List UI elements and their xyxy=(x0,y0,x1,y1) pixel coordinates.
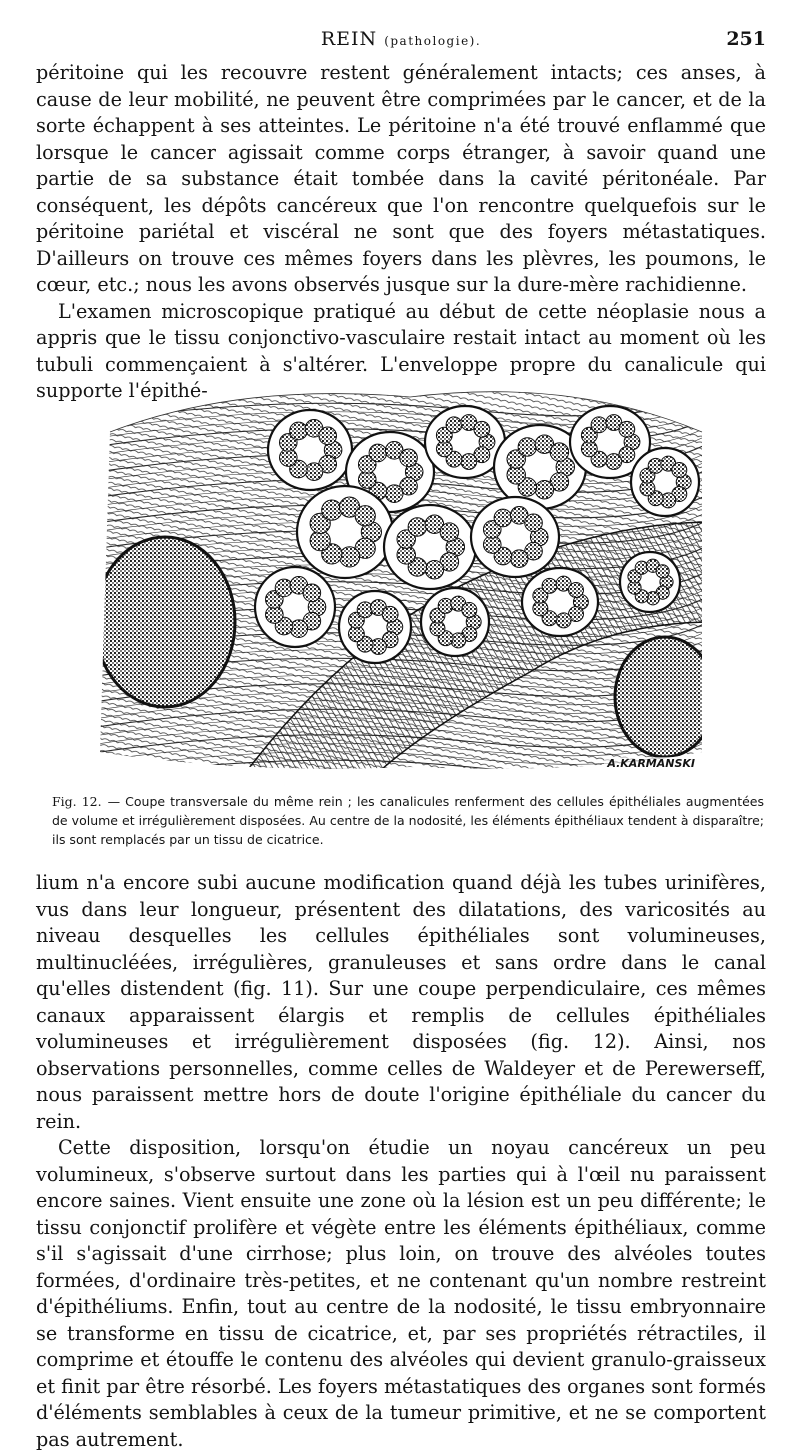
tubule-cross-section xyxy=(384,505,476,589)
engraver-signature: A.KARMANSKI xyxy=(604,757,698,770)
tubule-cross-section xyxy=(522,568,598,636)
tubule-cross-section xyxy=(297,486,393,578)
body-text-top xyxy=(36,60,766,405)
running-head xyxy=(36,28,766,50)
tubule-cross-section xyxy=(620,552,680,612)
paragraph: lium n'a encore subi aucune modification quand déjà les tubes urinifères, vus dans leur longueur, présentent des dilatations, des varicosités au niveau desquelles les cellules épithéliales sont volumineuses, multinucléées, irrégulières, granuleuses et sans ordre dans le canal qu'elles distendent (fig. 11). Sur une coupe perpendiculaire, ces mêmes canaux apparaissent élargis et remplis de cellules épithéliales volumineuses et irrégulièrement disposées (fig. 12). Ainsi, nos observations personnelles, comme celles de Waldeyer et de Perewerseff, nous paraissent mettre hors de doute l'origine épithéliale du cancer du rein. xyxy=(36,871,766,1133)
caption-text: — Coupe transversale du même rein ; les canalicules renferment des cellules épithéliales augmentées de volume et irrégulièrement disposées. Au centre de la nodosité, les éléments épithéliaux tendent à disparaître; ils sont remplacés par un tissu de cicatrice. xyxy=(52,794,765,847)
tubule-cross-section xyxy=(471,497,559,577)
page-header xyxy=(36,28,766,56)
large-nodule xyxy=(95,537,235,707)
paragraph: péritoine qui les recouvre restent généralement intacts; ces anses, à cause de leur mobilité, ne peuvent être comprimées par le cancer, et de la sorte échappent à ses atteintes. Le péritoine n'a été trouvé enflammé que lorsque le cancer agissait comme corps étranger, à savoir quand une partie de sa substance était tombée dans la cavité péritonéale. Par conséquent, les dépôts cancéreux que l'on rencontre quelquefois sur le péritoine pariétal et viscéral ne sont que des foyers métastatiques. D'ailleurs on trouve ces mêmes foyers dans les plèvres, les poumons, le cœur, etc.; nous les avons observés jusque sur la dure-mère rachidienne. xyxy=(36,61,766,296)
running-head-title: REIN xyxy=(320,28,378,50)
fiber-stroke xyxy=(90,773,712,781)
figure-caption xyxy=(52,792,764,849)
figure-label: Fig. 12. xyxy=(52,794,102,809)
tubule-cross-section xyxy=(268,410,352,490)
paragraph: Cette disposition, lorsqu'on étudie un noyau cancéreux un peu volumineux, s'observe surtout dans les parties qui à l'œil nu paraissent encore saines. Vient ensuite une zone où la lésion est un peu différente; le tissu conjonctif prolifère et végète entre les éléments épithéliaux, comme s'il s'agissait d'une cirrhose; plus loin, on trouve des alvéoles toutes formées, d'ordinaire très-petites, et ne contenant qu'un nombre restreint d'épithéliums. Enfin, tout au centre de la nodosité, le tissu embryonnaire se transforme en tissu de cicatrice, et, par ses propriétés rétractiles, il comprime et étouffe le contenu des alvéoles qui devient granulo-graisseux et finit par être résorbé. Les foyers métastatiques des organes sont formés d'éléments semblables à ceux de la tumeur primitive, et ne se comportent pas autrement. xyxy=(36,1136,766,1451)
tubule-cross-section xyxy=(421,588,489,656)
small-nodule xyxy=(615,637,712,757)
tubule-cross-section xyxy=(631,448,699,516)
histology-illustration xyxy=(90,372,712,780)
running-head-subtitle: (pathologie). xyxy=(384,34,482,48)
page-number: 251 xyxy=(726,28,766,50)
tubule-cross-section xyxy=(255,567,335,647)
tubule-cross-section xyxy=(339,591,411,663)
body-text-bottom xyxy=(36,870,766,1453)
engraving-svg xyxy=(90,372,712,780)
paragraph: L'examen microscopique pratiqué au début de cette néoplasie nous a appris que le tissu conjonctivo-vasculaire restait intact au moment où les tubuli commençaient à s'altérer. L'enveloppe propre du canalicule qui supporte l'épithé- xyxy=(36,299,766,402)
